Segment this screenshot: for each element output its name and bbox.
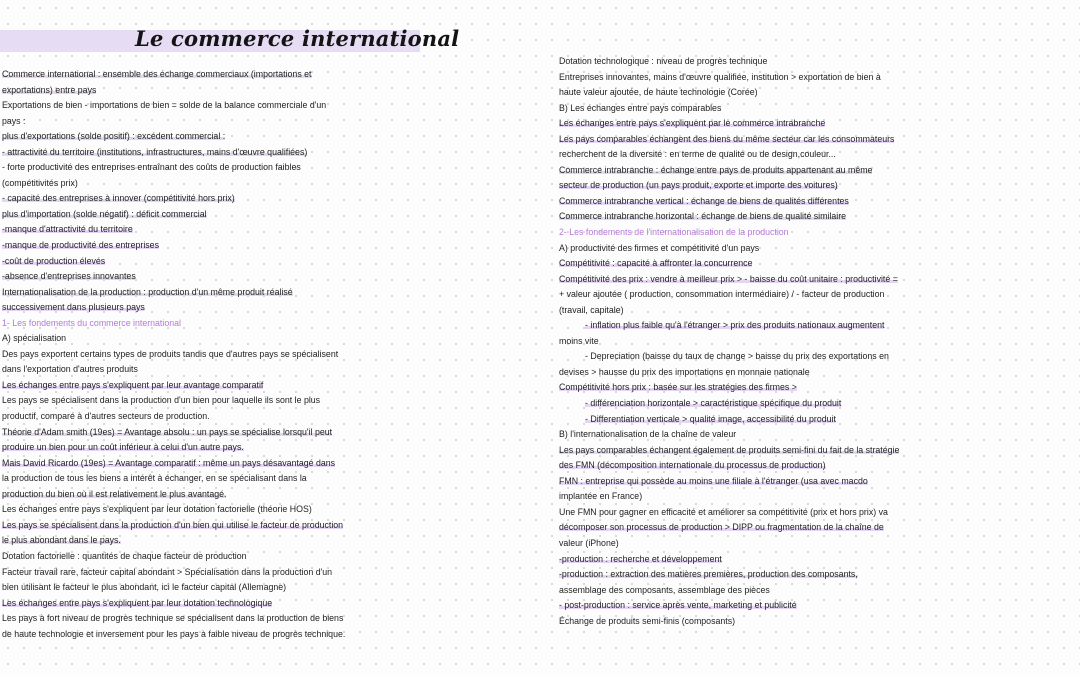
note-line-text: - inflation plus faible qu'à l'étranger > prix des produits nationaux augmentent: [585, 320, 885, 331]
note-line-text: Commerce international : ensemble des échange commerciaux (importations et: [2, 69, 312, 79]
note-line: [2, 393, 537, 409]
note-line-text: Commerce intrabranche : échange entre pays de produits appartenant au même: [559, 164, 873, 175]
note-line: [559, 520, 1080, 536]
note-line: [559, 505, 1080, 521]
note-line: [559, 225, 1080, 241]
note-line-text: B) Les échanges entre pays comparables: [559, 102, 722, 113]
note-line-text: Commerce intrabranche vertical : échange de biens de qualités différentes: [559, 195, 849, 206]
note-line: [2, 378, 537, 394]
note-line: [559, 567, 1080, 583]
note-line-text: Entreprises innovantes, mains d'œuvre qualifiée, institution > exportation de bien à: [559, 71, 881, 82]
note-line-text: secteur de production (un pays produit, exporte et importe des voitures): [559, 180, 838, 191]
note-line: [559, 101, 1080, 117]
note-line: [559, 396, 1080, 412]
note-line-text: pays :: [2, 115, 26, 126]
note-line-text: valeur (iPhone): [559, 537, 619, 548]
note-line: [2, 207, 537, 223]
note-line-text: Dotation factorielle : quantités de chaque facteur de production: [2, 550, 247, 561]
note-line: [559, 163, 1080, 179]
note-line-text: le plus abondant dans le pays.: [2, 535, 121, 546]
note-line: [2, 409, 537, 425]
note-line-text: produire un bien pour un coût inférieur à celui d'un autre pays.: [2, 442, 244, 453]
note-line: [559, 256, 1080, 272]
note-line: [559, 474, 1080, 490]
note-line: [2, 362, 537, 378]
note-line: [2, 316, 537, 332]
note-line-text: Internationalisation de la production : production d'un même produit réalisé: [2, 286, 293, 297]
note-line: [2, 456, 537, 472]
note-line: [559, 334, 1080, 350]
note-line-text: bien utilisant le facteur le plus abondant, ici le facteur capital (Allemagne): [2, 582, 287, 593]
note-line-text: - capacité des entreprises à innover (compétitivité hors prix): [2, 193, 235, 204]
note-line: [2, 114, 537, 130]
note-line: [559, 116, 1080, 132]
note-line: [2, 176, 537, 192]
note-line-text: Compétitivité : capacité à affronter la concurrence: [559, 258, 753, 269]
note-line-text: - forte productivité des entreprises entraînant des coûts de production faibles: [2, 162, 301, 173]
note-line: [559, 443, 1080, 459]
note-line-text: - attractivité du territoire (institutions, infrastructures, mains d'œuvre qualifiées): [2, 146, 308, 157]
note-line-text: -manque d'attractivité du territoire: [2, 224, 133, 235]
note-line: [2, 533, 537, 549]
note-line: [2, 627, 537, 643]
right-column: [559, 54, 1080, 629]
note-line-text: 1- Les fondements du commerce international: [2, 317, 181, 328]
note-line: [2, 67, 537, 83]
note-line: [2, 487, 537, 503]
note-line: [559, 147, 1080, 163]
note-line-text: + valeur ajoutée ( production, consommation intermédiaire) / - facteur de production: [559, 289, 885, 300]
note-line-text: Les échanges entre pays s'expliquent par leur dotation technologique: [2, 597, 273, 608]
note-line-text: -absence d'entreprises innovantes: [2, 271, 136, 282]
note-line: [559, 54, 1080, 70]
note-line-text: - différenciation horizontale > caractéristique spécifique du produit: [585, 398, 842, 409]
note-line-text: Des pays exportent certains types de produits tandis que d'autres pays se spécialisent: [2, 348, 339, 359]
note-line: [559, 241, 1080, 257]
note-line-text: productif, comparé à d'autres secteurs de production.: [2, 411, 210, 422]
note-line: [2, 502, 537, 518]
note-line-text: -coût de production élevés: [2, 255, 106, 266]
note-line-text: FMN : entreprise qui possède au moins une filiale à l'étranger (usa avec macdo: [559, 475, 868, 486]
note-line: [559, 132, 1080, 148]
note-line-text: Les pays comparables échangent des biens du même secteur car les consommateurs: [559, 133, 895, 144]
note-line-text: Théorie d'Adam smith (19es) = Avantage absolu : un pays se spécialise lorsqu'il peut: [2, 426, 333, 437]
note-line: [559, 412, 1080, 428]
note-line: [2, 98, 537, 114]
note-line-text: implantée en France): [559, 491, 643, 502]
note-line-text: - Depreciation (baisse du taux de change > baisse du prix des exportations en: [585, 351, 889, 362]
note-line-text: (travail, capitale): [559, 304, 624, 315]
note-line: [2, 238, 537, 254]
note-line: [559, 380, 1080, 396]
note-line-text: Les pays à fort niveau de progrès technique se spécialisent dans la production de biens: [2, 613, 344, 624]
note-line-text: - Differentiation verticale > qualité image, accessibilité du produit: [585, 413, 836, 424]
note-line-text: recherchent de la diversité : en terme de qualité ou de design,couleur...: [559, 149, 836, 160]
note-line-text: A) spécialisation: [2, 333, 67, 344]
note-line: [559, 583, 1080, 599]
note-line-text: Dotation technologique : niveau de progrès technique: [559, 56, 768, 66]
note-line: [2, 285, 537, 301]
note-line: [559, 209, 1080, 225]
note-line: [2, 222, 537, 238]
note-line: [2, 269, 537, 285]
note-line: [2, 471, 537, 487]
note-line: [2, 518, 537, 534]
note-line-text: Compétitivité hors prix : basée sur les stratégies des firmes >: [559, 382, 797, 393]
note-line: [559, 458, 1080, 474]
note-line-text: exportations) entre pays: [2, 84, 97, 95]
note-line-text: dans l'exportation d'autres produits: [2, 364, 138, 375]
note-line-text: la production de tous les biens a intérêt à échanger, en se spécialisant dans la: [2, 473, 307, 484]
note-line: [559, 194, 1080, 210]
note-line: [559, 552, 1080, 568]
note-line: [559, 365, 1080, 381]
note-line: [559, 85, 1080, 101]
note-line-text: Une FMN pour gagner en efficacité et améliorer sa compétitivité (prix et hors prix) va: [559, 506, 888, 517]
note-line: [559, 303, 1080, 319]
note-line-text: Les échanges entre pays s'expliquent par le commerce intrabranche: [559, 118, 826, 129]
note-line: [559, 614, 1080, 630]
note-line-text: assemblage des composants, assemblage des pièces: [559, 584, 770, 595]
note-line-text: devises > hausse du prix des importations en monnaie nationale: [559, 366, 810, 377]
note-line-text: successivement dans plusieurs pays: [2, 302, 145, 313]
note-line-text: 2- Les fondements de l'internationalisation de la production: [559, 227, 789, 238]
note-line: [559, 287, 1080, 303]
note-line-text: Commerce intrabranche horizontal : échange de biens de qualité similaire: [559, 211, 847, 222]
note-line-text: -manque de productivité des entreprises: [2, 240, 159, 251]
note-line: [2, 549, 537, 565]
page-title: Le commerce international: [135, 26, 460, 51]
note-line-text: Les pays comparables échangent également de produits semi-fini du fait de la stratégie: [559, 444, 900, 455]
note-line-text: -production : recherche et développement: [559, 553, 722, 564]
note-line: [2, 611, 537, 627]
note-line: [2, 440, 537, 456]
note-line: [2, 300, 537, 316]
note-line-text: de haute technologie et inversement pour les pays à faible niveau de progrès technique.: [2, 628, 346, 639]
note-line: [2, 254, 537, 270]
note-line: [2, 596, 537, 612]
note-line: [2, 129, 537, 145]
note-line-text: Les échanges entre pays s'expliquent par leur dotation factorielle (théorie HOS): [2, 504, 312, 515]
note-line-text: Les échanges entre pays s'expliquent par leur avantage comparatif: [2, 379, 264, 390]
note-line-text: haute valeur ajoutée, de haute technologie (Corée): [559, 87, 758, 98]
note-line: [559, 598, 1080, 614]
note-line-text: B) l'internationalisation de la chaîne de valeur: [559, 429, 737, 440]
note-line: [559, 178, 1080, 194]
note-line-text: Les pays se spécialisent dans la production d'un bien qui utilise le facteur de production: [2, 519, 344, 530]
note-line: [2, 145, 537, 161]
note-line-text: plus d'exportations (solde positif) : excédent commercial :: [2, 131, 226, 142]
note-line-text: des FMN (décomposition internationale du processus de production): [559, 460, 826, 471]
note-line: [559, 489, 1080, 505]
note-line-text: production du bien où il est relativement le plus avantagé.: [2, 488, 227, 499]
note-line-text: plus d'importation (solde négatif) : déficit commercial: [2, 208, 207, 219]
note-line: [2, 83, 537, 99]
note-line-text: A) productivité des firmes et compétitivité d'un pays: [559, 242, 760, 253]
note-line: [2, 347, 537, 363]
note-line-text: Les pays se spécialisent dans la production d'un bien pour laquelle ils sont le plus: [2, 395, 321, 406]
note-line: [559, 349, 1080, 365]
note-line-text: Exportations de bien - importations de bien = solde de la balance commerciale d'un: [2, 100, 327, 111]
note-line: [2, 425, 537, 441]
note-line-text: -production : extraction des matières premières, production des composants,: [559, 569, 858, 580]
note-line-text: Compétitivité des prix : vendre à meilleur prix > - baisse du coût unitaire : productivité =: [559, 273, 898, 284]
note-line: [559, 272, 1080, 288]
note-line-text: décomposer son processus de production > DIPP ou fragmentation de la chaîne de: [559, 522, 884, 533]
note-line-text: Échange de produits semi-finis (composants): [559, 615, 736, 626]
note-line: [2, 565, 537, 581]
note-line: [2, 191, 537, 207]
note-line: [2, 160, 537, 176]
note-line-text: - post-production : service après vente, marketing et publicité: [559, 600, 797, 611]
note-line: [2, 580, 537, 596]
left-column: [2, 67, 537, 642]
note-line: [559, 536, 1080, 552]
note-line-text: Facteur travail rare, facteur capital abondant > Spécialisation dans la production d'un: [2, 566, 333, 577]
note-line-text: Mais David Ricardo (19es) = Avantage comparatif : même un pays désavantagé dans: [2, 457, 336, 468]
note-line: [559, 318, 1080, 334]
note-line-text: (compétitivités prix): [2, 177, 78, 188]
note-line: [2, 331, 537, 347]
note-line-text: moins vite: [559, 335, 599, 346]
note-line: [559, 70, 1080, 86]
note-line: [559, 427, 1080, 443]
